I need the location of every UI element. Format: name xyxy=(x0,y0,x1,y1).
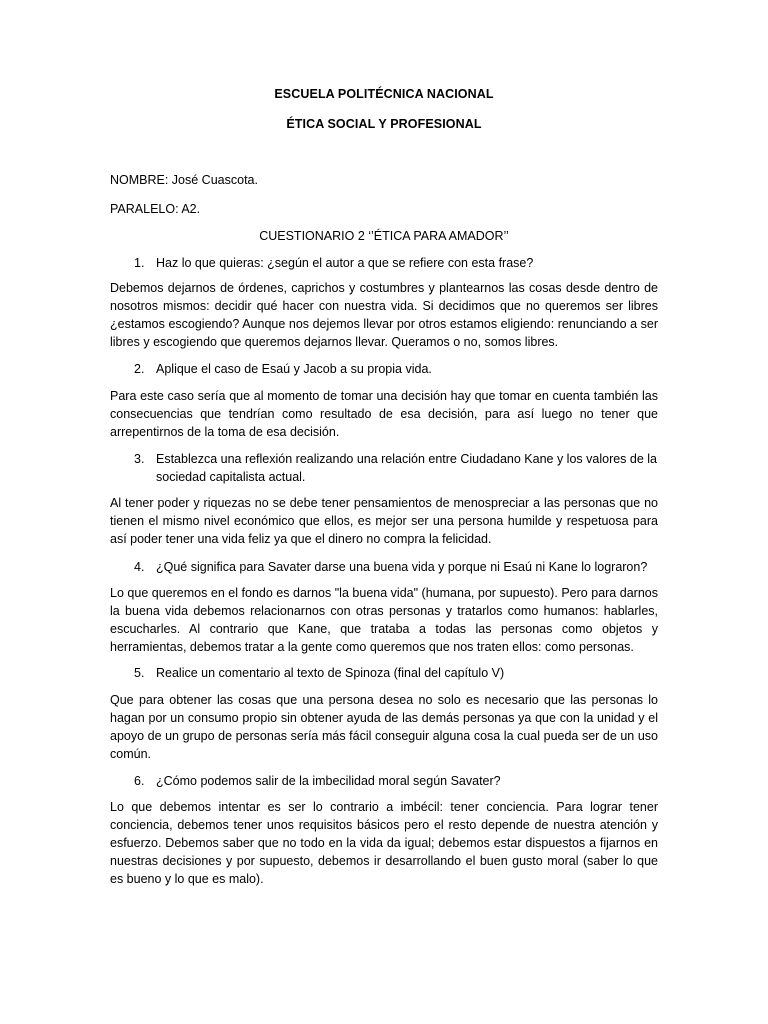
question-5 xyxy=(110,664,660,682)
answer-6: Lo que debemos intentar es ser lo contrario a imbécil: tener conciencia. Para lograr tener conciencia, debemos tener unos requisitos básicos pero el resto depende de nuestra atención y esfuerzo. Debemos saber que no todo en la vida da igual; debemos estar dispuestos a fijarnos en nuestras decisiones y por supuesto, debemos ir desarrollando el buen gusto moral (saber lo que es bueno y lo que es malo). xyxy=(110,800,658,886)
question-number: 2. xyxy=(134,362,145,376)
answer-3: Al tener poder y riquezas no se debe tener pensamientos de menospreciar a las personas que no tienen el mismo nivel económico que ellos, es mejor ser una persona humilde y respetuosa para así poder tener una vida feliz ya que el dinero no compra la felicidad. xyxy=(110,496,658,546)
answer-4: Lo que queremos en el fondo es darnos "la buena vida" (humana, por supuesto). Pero para darnos la buena vida debemos relacionarnos con otras personas y tratarlos como humanos: hablarles, escucharles. Al contrario que Kane, que trataba a todas las personas como objetos y herramientas, debemos tratar a la gente como queremos que nos traten ellos: como personas. xyxy=(110,586,658,654)
question-3 xyxy=(110,450,660,486)
question-text: Haz lo que quieras: ¿según el autor a que se refiere con esta frase? xyxy=(156,256,534,270)
group-line: PARALELO: A2. xyxy=(110,202,201,216)
institution-heading: ESCUELA POLITÉCNICA NACIONAL xyxy=(274,87,494,101)
question-1 xyxy=(110,254,660,272)
question-text: Aplique el caso de Esaú y Jacob a su propia vida. xyxy=(156,362,432,376)
answer-2: Para este caso sería que al momento de tomar una decisión hay que tomar en cuenta también las consecuencias que tendrían como resultado de esa decisión, para así luego no tener que arrepentirnos de la toma de esa decisión. xyxy=(110,389,658,439)
question-4 xyxy=(110,558,660,576)
question-text: ¿Qué significa para Savater darse una buena vida y porque ni Esaú ni Kane lo lograron? xyxy=(156,560,648,574)
questionnaire-title: CUESTIONARIO 2 ‘’ÉTICA PARA AMADOR’’ xyxy=(259,229,509,243)
question-text: ¿Cómo podemos salir de la imbecilidad moral según Savater? xyxy=(156,774,501,788)
question-number: 3. xyxy=(134,452,145,466)
student-name-line: NOMBRE: José Cuascota. xyxy=(110,173,258,187)
answer-1: Debemos dejarnos de órdenes, caprichos y costumbres y plantearnos las cosas desde dentro de nosotros mismos: decidir qué hacer con nuestra vida. Si decidimos que no queremos ser libres ¿estamos escogiendo? Aunque nos dejemos llevar por otros estamos eligiendo: renunciando a ser libres y escogiendo que queremos dejarnos llevar. Queramos o no, somos libres. xyxy=(110,281,658,349)
course-heading: ÉTICA SOCIAL Y PROFESIONAL xyxy=(286,117,482,131)
question-text: Realice un comentario al texto de Spinoza (final del capítulo V) xyxy=(156,666,505,680)
answer-5: Que para obtener las cosas que una persona desea no solo es necesario que las personas lo hagan por un consumo propio sin obtener ayuda de las demás personas ya que con la unidad y el apoyo de un grupo de personas sería más fácil conseguir alguna cosa la cual pueda ser de un uso común. xyxy=(110,693,658,761)
question-6 xyxy=(110,772,660,790)
question-number: 1. xyxy=(134,256,145,270)
question-number: 5. xyxy=(134,666,145,680)
question-number: 4. xyxy=(134,560,145,574)
question-number: 6. xyxy=(134,774,145,788)
question-2 xyxy=(110,360,660,378)
question-text: Establezca una reflexión realizando una relación entre Ciudadano Kane y los valores de la sociedad capitalista actual. xyxy=(156,452,658,484)
